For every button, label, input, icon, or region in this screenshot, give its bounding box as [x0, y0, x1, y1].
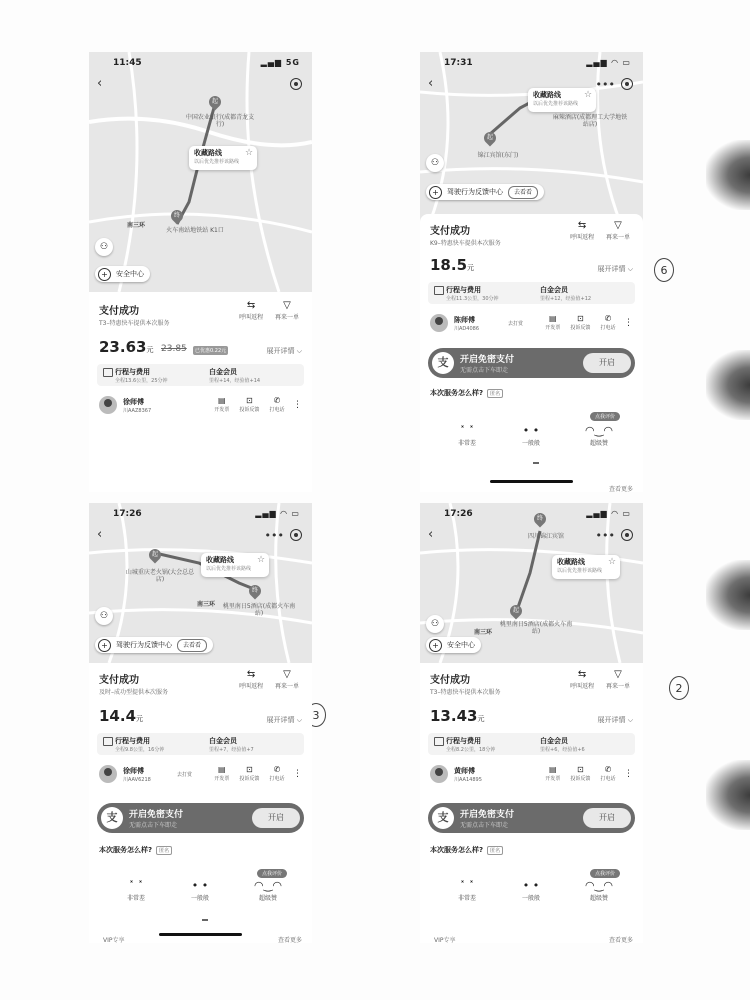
- route-card[interactable]: [189, 146, 257, 170]
- member-subtitle: 里程+7，经验值+7: [209, 747, 254, 753]
- expand-details-link[interactable]: 展开详情 ⌵: [597, 265, 633, 273]
- route-subtitle: 以后优先推荐该路线: [206, 566, 252, 572]
- price: 18.5元: [430, 256, 475, 274]
- feedback-icon: ⊡: [577, 314, 584, 323]
- safety-center-button[interactable]: + 安全中心: [95, 266, 150, 282]
- fee-subtitle: 全程11.3公里，30分钟: [446, 296, 499, 302]
- map-label: 中国农业银行(成都青龙支行): [185, 114, 255, 128]
- invoice-button[interactable]: ▤ 开发票: [209, 764, 235, 782]
- invoice-button[interactable]: ▤ 开发票: [540, 764, 566, 782]
- rate-normal[interactable]: • • 一般般: [175, 879, 225, 902]
- invoice-icon: ▤: [218, 396, 226, 405]
- avatar: [99, 396, 117, 414]
- rating-faces: [89, 879, 312, 925]
- vip-label: VIP专享: [434, 937, 456, 943]
- swap-icon: ⇆: [577, 220, 587, 231]
- signal-indicator: ▂▄▆ ◠ ▭: [586, 509, 631, 518]
- license-plate: 川AAZ8367: [123, 408, 152, 414]
- avatar: [430, 765, 448, 783]
- reorder-icon: ▽: [614, 220, 622, 231]
- police-icon[interactable]: ⚇: [95, 607, 113, 625]
- bottom-link[interactable]: 查看更多: [277, 937, 302, 943]
- signal-indicator: ▂▄▆ ◠ ▭: [255, 509, 300, 518]
- member-title: 白金会员: [209, 368, 237, 376]
- start-pin-icon: 起: [207, 94, 224, 111]
- map-label: 桃里南日5酒店(成都火车南站): [499, 621, 573, 635]
- more-icon[interactable]: •••: [595, 78, 615, 91]
- end-pin-icon: 终: [247, 583, 264, 600]
- driver-row: [428, 763, 635, 789]
- payment-status: 支付成功: [430, 675, 470, 686]
- locate-icon[interactable]: [621, 529, 633, 541]
- route-title: 收藏路线: [194, 149, 222, 157]
- driver-row: [428, 312, 635, 338]
- reorder-icon: ▽: [283, 669, 291, 680]
- map-label: 四川锦江宾馆: [527, 533, 564, 540]
- more-icon[interactable]: ⋮: [293, 400, 302, 410]
- payment-status: 支付成功: [99, 306, 139, 317]
- phone-icon: ✆: [273, 396, 281, 405]
- home-indicator: [159, 933, 242, 936]
- swap-icon: ⇆: [246, 300, 256, 311]
- fare-card[interactable]: [428, 733, 635, 755]
- neutral-face-icon: • •: [522, 424, 540, 437]
- driver-name: 徐师傅: [123, 398, 144, 406]
- fare-card[interactable]: [428, 282, 635, 304]
- status-bar: [89, 509, 312, 523]
- rate-badge[interactable]: 点我评价: [590, 412, 620, 421]
- vip-label: VIP专享: [103, 937, 125, 943]
- sad-face-icon: ˟ ˟: [459, 424, 475, 437]
- safety-center-button[interactable]: + 安全中心: [426, 637, 481, 653]
- fee-title: 行程与费用: [446, 286, 481, 294]
- expand-details-link[interactable]: 展开详情 ⌵: [597, 716, 633, 724]
- route-map[interactable]: [420, 503, 643, 663]
- member-subtitle: 里程+6，经验值+6: [540, 747, 585, 753]
- service-provider: T3–特惠快车提供本次服务: [99, 320, 170, 327]
- payment-panel: [420, 214, 643, 492]
- handwritten-mark: 2: [669, 676, 689, 700]
- rate-great[interactable]: ◠‿◠ 超级赞: [243, 879, 293, 902]
- trip-actions: [234, 669, 304, 690]
- service-provider: 及时–成功型提供本次服务: [99, 689, 169, 696]
- happy-face-icon: ◠‿◠: [584, 424, 614, 437]
- selection-dash: [202, 919, 208, 921]
- payment-panel: [89, 292, 312, 492]
- rating-faces: [420, 879, 643, 925]
- banner-subtitle: 无需点击下车即走: [129, 822, 178, 829]
- shield-icon: +: [429, 186, 442, 199]
- neutral-face-icon: • •: [522, 879, 540, 892]
- driver-name: 陈师傅: [454, 316, 475, 324]
- invoice-icon: ▤: [549, 314, 557, 323]
- map-label: 麻辣酒店(成都理工大学地铁站店): [552, 114, 628, 128]
- payment-status: 支付成功: [99, 675, 139, 686]
- price: 23.63元: [99, 338, 154, 356]
- driver-row: [97, 394, 304, 420]
- expand-details-link[interactable]: 展开详情 ⌵: [266, 716, 302, 724]
- return-trip-button[interactable]: ⇆ 呼叫返程: [234, 669, 268, 690]
- screenshot-3: [89, 503, 312, 943]
- screenshot-1: [89, 52, 312, 492]
- scan-artifact: [706, 560, 750, 630]
- receipt-icon: [103, 368, 113, 377]
- status-bar: [420, 509, 643, 523]
- selection-dash: [533, 462, 539, 464]
- alipay-icon: 支: [432, 807, 454, 829]
- password-free-pay-banner[interactable]: [97, 803, 304, 833]
- more-icon[interactable]: ⋮: [624, 769, 633, 779]
- driver-row: [97, 763, 304, 789]
- payment-panel: [420, 663, 643, 943]
- screenshot-2: [420, 52, 643, 492]
- anonymous-tag: 匿名: [156, 846, 172, 855]
- map-label: 山城重庆老火锅(大会总总店): [125, 569, 195, 583]
- police-icon[interactable]: ⚇: [426, 154, 444, 172]
- signal-indicator: ▂▄▆ 5G: [260, 58, 300, 67]
- back-arrow-icon[interactable]: ‹: [97, 76, 103, 91]
- scan-artifact: [706, 760, 750, 830]
- star-icon[interactable]: ☆: [244, 148, 254, 158]
- service-provider: T3–特惠快车提供本次服务: [430, 689, 501, 696]
- tip-link[interactable]: 去打赏: [177, 772, 193, 778]
- road-label: 南三环: [197, 601, 216, 608]
- complaint-button[interactable]: ⊡ 投诉反馈: [236, 395, 262, 413]
- driver-name: 徐师傅: [123, 767, 144, 775]
- map-label: 桃里南日5酒店(成都火车南站): [222, 603, 296, 617]
- star-icon[interactable]: ☆: [583, 90, 593, 100]
- fee-title: 行程与费用: [446, 737, 481, 745]
- member-subtitle: 里程+14，经验值+14: [209, 378, 261, 384]
- driving-feedback-pill[interactable]: + 驾驶行为反馈中心 去看看: [95, 637, 213, 653]
- rate-bad[interactable]: ˟ ˟ 非常差: [442, 879, 492, 902]
- reorder-icon: ▽: [283, 300, 291, 311]
- rate-normal[interactable]: • • 一般般: [506, 879, 556, 902]
- handwritten-mark: 3: [306, 703, 326, 727]
- original-price: 23.85: [161, 344, 187, 354]
- more-icon[interactable]: •••: [264, 529, 284, 542]
- neutral-face-icon: • •: [191, 879, 209, 892]
- rate-great[interactable]: ◠‿◠ 超级赞: [574, 424, 624, 447]
- service-provider: K9–特惠快车提供本次服务: [430, 240, 501, 247]
- phone-icon: ✆: [604, 765, 612, 774]
- more-icon[interactable]: •••: [595, 529, 615, 542]
- receipt-icon: [103, 737, 113, 746]
- member-title: 白金会员: [540, 286, 568, 294]
- rate-bad[interactable]: ˟ ˟ 非常差: [111, 879, 161, 902]
- alipay-icon: 支: [101, 807, 123, 829]
- happy-face-icon: ◠‿◠: [253, 879, 283, 892]
- avatar: [99, 765, 117, 783]
- clock: 17:26: [113, 509, 142, 519]
- password-free-pay-banner[interactable]: [428, 803, 635, 833]
- route-card[interactable]: [201, 553, 269, 577]
- reorder-button[interactable]: ▽ 再来一单: [601, 220, 635, 241]
- driver-name: 黄师傅: [454, 767, 475, 775]
- bottom-link[interactable]: 查看更多: [608, 937, 633, 943]
- screenshot-4: [420, 503, 643, 943]
- start-pin-icon: 起: [147, 547, 164, 564]
- feedback-icon: ⊡: [577, 765, 584, 774]
- clock: 17:26: [444, 509, 473, 519]
- route-title: 收藏路线: [206, 556, 234, 564]
- shield-icon: +: [98, 268, 111, 281]
- shield-icon: +: [429, 639, 442, 652]
- discount-badge: 已优惠0.22元: [195, 348, 227, 354]
- call-button[interactable]: ✆ 打电话: [595, 313, 621, 331]
- end-pin-icon: 终: [169, 208, 186, 225]
- more-icon[interactable]: ⋮: [293, 769, 302, 779]
- alipay-icon: 支: [432, 352, 454, 374]
- invoice-icon: ▤: [218, 765, 226, 774]
- rating-question: 本次服务怎么样? 匿名: [99, 845, 172, 855]
- start-pin-icon: 起: [508, 603, 525, 620]
- clock: 11:45: [113, 58, 142, 68]
- back-arrow-icon[interactable]: ‹: [428, 527, 434, 542]
- back-arrow-icon[interactable]: ‹: [97, 527, 103, 542]
- reorder-button[interactable]: ▽ 再来一单: [270, 669, 304, 690]
- go-see-button[interactable]: 去看看: [508, 186, 538, 199]
- call-button[interactable]: ✆ 打电话: [264, 395, 290, 413]
- invoice-button[interactable]: ▤ 开发票: [209, 395, 235, 413]
- phone-icon: ✆: [604, 314, 612, 323]
- bottom-link[interactable]: 查看更多: [608, 486, 633, 492]
- expand-details-link[interactable]: 展开详情 ⌵: [266, 347, 302, 355]
- route-subtitle: 以后优先推荐该路线: [194, 159, 240, 165]
- signal-indicator: ▂▄▆ ◠ ▭: [586, 58, 631, 67]
- end-pin-icon: 终: [532, 511, 549, 528]
- handwritten-mark: 6: [654, 258, 674, 282]
- locate-icon[interactable]: [621, 78, 633, 90]
- fare-card[interactable]: [97, 364, 304, 386]
- enable-button[interactable]: 开启: [252, 808, 300, 828]
- password-free-pay-banner[interactable]: [428, 348, 635, 378]
- fee-subtitle: 全程8.2公里，18分钟: [446, 747, 496, 753]
- receipt-icon: [434, 737, 444, 746]
- feedback-icon: ⊡: [246, 765, 253, 774]
- star-icon[interactable]: ☆: [256, 555, 266, 565]
- invoice-icon: ▤: [549, 765, 557, 774]
- road-label: 南三环: [127, 222, 146, 229]
- member-title: 白金会员: [209, 737, 237, 745]
- route-card[interactable]: [552, 555, 620, 579]
- route-subtitle: 以后优先推荐该路线: [557, 568, 603, 574]
- rate-great[interactable]: ◠‿◠ 超级赞: [574, 879, 624, 902]
- return-trip-button[interactable]: ⇆ 呼叫返程: [234, 300, 268, 321]
- anonymous-tag: 匿名: [487, 846, 503, 855]
- route-map[interactable]: [89, 503, 312, 663]
- status-bar: [89, 58, 312, 72]
- sad-face-icon: ˟ ˟: [128, 879, 144, 892]
- swap-icon: ⇆: [577, 669, 587, 680]
- banner-subtitle: 无需点击下车即走: [460, 367, 509, 374]
- route-card[interactable]: [528, 88, 596, 112]
- trip-actions: [565, 220, 635, 241]
- driving-feedback-pill[interactable]: + 驾驶行为反馈中心 去看看: [426, 184, 544, 200]
- price: 14.4元: [99, 707, 144, 725]
- scan-artifact: [706, 350, 750, 420]
- shield-icon: +: [98, 639, 111, 652]
- reorder-button[interactable]: ▽ 再来一单: [601, 669, 635, 690]
- fee-title: 行程与费用: [115, 368, 150, 376]
- police-icon[interactable]: ⚇: [426, 615, 444, 633]
- home-indicator: [490, 480, 573, 483]
- clock: 17:31: [444, 58, 473, 68]
- phone-icon: ✆: [273, 765, 281, 774]
- return-trip-button[interactable]: ⇆ 呼叫返程: [565, 669, 599, 690]
- rating-question: 本次服务怎么样? 匿名: [430, 388, 503, 398]
- feedback-icon: ⊡: [246, 396, 253, 405]
- status-bar: [420, 58, 643, 72]
- payment-panel: [89, 663, 312, 943]
- banner-title: 开启免密支付: [129, 810, 184, 820]
- star-icon[interactable]: ☆: [607, 557, 617, 567]
- avatar: [430, 314, 448, 332]
- trip-actions: [565, 669, 635, 690]
- fare-card[interactable]: [97, 733, 304, 755]
- complaint-button[interactable]: ⊡ 投诉反馈: [236, 764, 262, 782]
- invoice-button[interactable]: ▤ 开发票: [540, 313, 566, 331]
- tip-link[interactable]: 去打赏: [508, 321, 524, 327]
- return-trip-button[interactable]: ⇆ 呼叫返程: [565, 220, 599, 241]
- call-button[interactable]: ✆ 打电话: [264, 764, 290, 782]
- payment-status: 支付成功: [430, 226, 470, 237]
- receipt-icon: [434, 286, 444, 295]
- anonymous-tag: 匿名: [487, 389, 503, 398]
- reorder-icon: ▽: [614, 669, 622, 680]
- rating-faces: [420, 424, 643, 470]
- license-plate: 川AAV6218: [123, 777, 151, 783]
- rate-badge[interactable]: 点我评价: [257, 869, 287, 878]
- fee-subtitle: 全程9.8公里，16分钟: [115, 747, 165, 753]
- route-map[interactable]: [420, 52, 643, 222]
- member-title: 白金会员: [540, 737, 568, 745]
- enable-button[interactable]: 开启: [583, 808, 631, 828]
- route-subtitle: 以后优先推荐该路线: [533, 101, 579, 107]
- map-label: 锦江宾馆(东门): [477, 152, 519, 159]
- scan-artifact: [706, 140, 750, 210]
- go-see-button[interactable]: 去看看: [177, 639, 207, 652]
- swap-icon: ⇆: [246, 669, 256, 680]
- sad-face-icon: ˟ ˟: [459, 879, 475, 892]
- police-icon[interactable]: ⚇: [95, 238, 113, 256]
- road-label: 南三环: [474, 629, 493, 636]
- enable-button[interactable]: 开启: [583, 353, 631, 373]
- map-label: 火车南站地铁站 K1口: [166, 227, 224, 234]
- start-pin-icon: 起: [482, 130, 499, 147]
- route-title: 收藏路线: [557, 558, 585, 566]
- reorder-button[interactable]: ▽ 再来一单: [270, 300, 304, 321]
- complaint-button[interactable]: ⊡ 投诉反馈: [567, 764, 593, 782]
- fee-title: 行程与费用: [115, 737, 150, 745]
- rate-badge[interactable]: 点我评价: [590, 869, 620, 878]
- map-roads: [89, 52, 312, 292]
- call-button[interactable]: ✆ 打电话: [595, 764, 621, 782]
- rate-normal[interactable]: • • 一般般: [506, 424, 556, 447]
- fee-subtitle: 全程13.6公里，25分钟: [115, 378, 168, 384]
- member-subtitle: 里程+12，经验值+12: [540, 296, 592, 302]
- license-plate: 川AA14895: [454, 777, 482, 783]
- complaint-button[interactable]: ⊡ 投诉反馈: [567, 313, 593, 331]
- locate-icon[interactable]: [290, 529, 302, 541]
- route-map[interactable]: [89, 52, 312, 292]
- banner-title: 开启免密支付: [460, 810, 515, 820]
- price: 13.43元: [430, 707, 485, 725]
- trip-actions: [234, 300, 304, 321]
- rating-question: 本次服务怎么样? 匿名: [430, 845, 503, 855]
- banner-subtitle: 无需点击下车即走: [460, 822, 509, 829]
- rate-bad[interactable]: ˟ ˟ 非常差: [442, 424, 492, 447]
- banner-title: 开启免密支付: [460, 355, 515, 365]
- route-title: 收藏路线: [533, 91, 561, 99]
- license-plate: 川AD4086: [454, 326, 479, 332]
- locate-icon[interactable]: [290, 78, 302, 90]
- happy-face-icon: ◠‿◠: [584, 879, 614, 892]
- back-arrow-icon[interactable]: ‹: [428, 76, 434, 91]
- more-icon[interactable]: ⋮: [624, 318, 633, 328]
